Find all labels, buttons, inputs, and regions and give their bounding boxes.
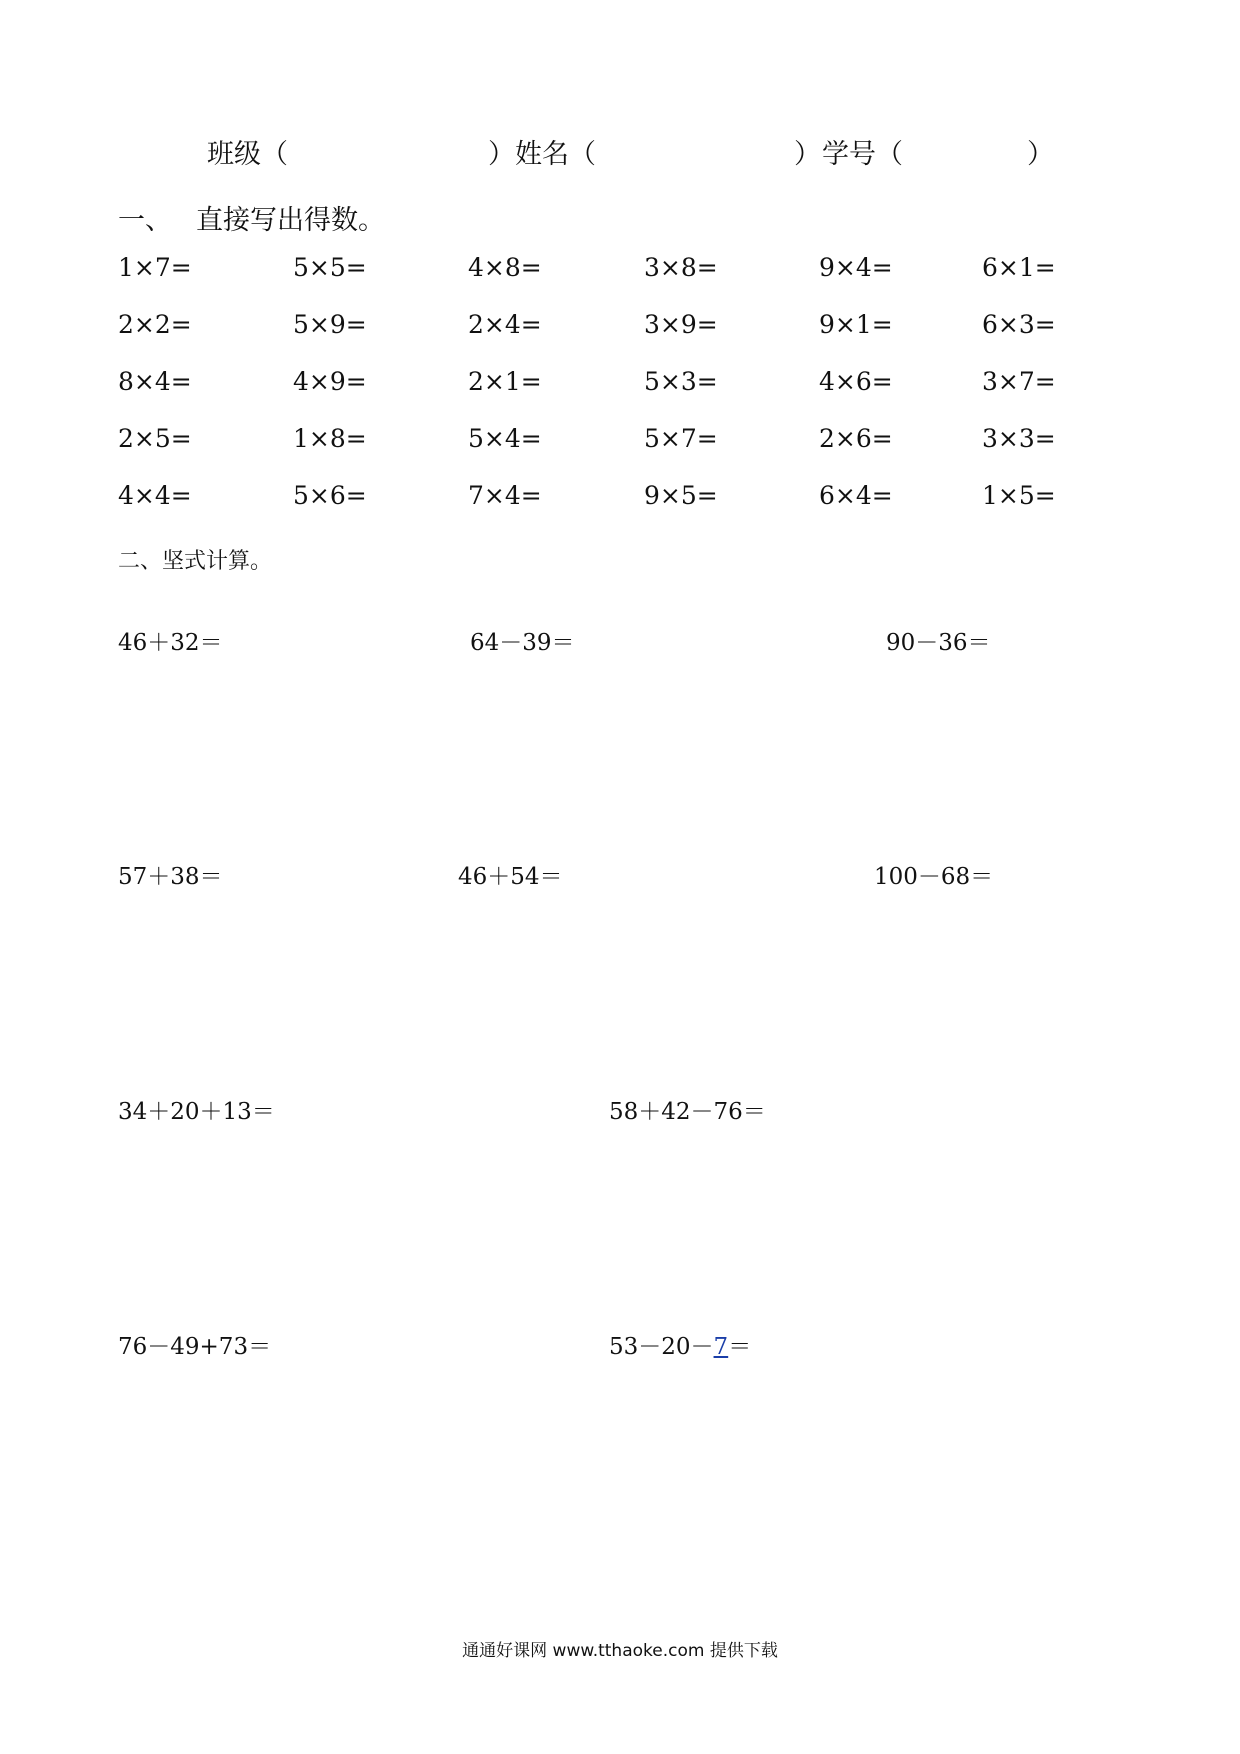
name-label: 姓名（ — [515, 139, 596, 170]
section2-title: 二、坚式计算。 — [118, 549, 273, 574]
oral-calc-item: 4×9= — [293, 367, 367, 396]
section1-title: 直接写出得数。 — [196, 205, 385, 236]
oral-calc-item: 4×8= — [468, 253, 542, 282]
name-close-paren: ） — [794, 139, 821, 170]
oral-calc-row — [118, 367, 1078, 424]
oral-calc-item: 9×4= — [819, 253, 893, 282]
student-id-label: 学号（ — [822, 139, 903, 170]
footer-credit: 通通好课网 www.tthaoke.com 提供下载 — [462, 1641, 778, 1661]
oral-calc-grid — [118, 253, 1078, 538]
column-calc-problem: 57＋38＝ — [118, 864, 223, 890]
oral-calc-item: 6×4= — [819, 481, 893, 510]
oral-calc-item: 1×5= — [982, 481, 1056, 510]
oral-calc-item: 7×4= — [468, 481, 542, 510]
oral-calc-item: 1×7= — [118, 253, 192, 282]
column-calc-problem: 46＋32＝ — [118, 630, 223, 656]
oral-calc-item: 6×3= — [982, 310, 1056, 339]
problem-prefix: 53－20－ — [609, 1334, 714, 1360]
column-calc-problem: 34＋20＋13＝ — [118, 1099, 275, 1125]
column-calc-problem: 100－68＝ — [874, 864, 994, 890]
oral-calc-item: 4×6= — [819, 367, 893, 396]
oral-calc-item: 5×6= — [293, 481, 367, 510]
oral-calc-item: 3×3= — [982, 424, 1056, 453]
oral-calc-item: 9×1= — [819, 310, 893, 339]
problem-suffix: ＝ — [728, 1334, 752, 1360]
oral-calc-item: 5×3= — [644, 367, 718, 396]
oral-calc-item: 1×8= — [293, 424, 367, 453]
section1-number: 一、 — [118, 205, 172, 236]
class-label: 班级（ — [207, 139, 288, 170]
oral-calc-item: 5×5= — [293, 253, 367, 282]
oral-calc-item: 5×9= — [293, 310, 367, 339]
oral-calc-row — [118, 481, 1078, 538]
oral-calc-row — [118, 253, 1078, 310]
oral-calc-item: 4×4= — [118, 481, 192, 510]
column-calc-problem: 46＋54＝ — [458, 864, 563, 890]
oral-calc-item: 2×5= — [118, 424, 192, 453]
oral-calc-item: 9×5= — [644, 481, 718, 510]
oral-calc-item: 3×7= — [982, 367, 1056, 396]
oral-calc-item: 2×4= — [468, 310, 542, 339]
oral-calc-item: 6×1= — [982, 253, 1056, 282]
oral-calc-item: 8×4= — [118, 367, 192, 396]
column-calc-problem: 64－39＝ — [470, 630, 575, 656]
oral-calc-item: 2×2= — [118, 310, 192, 339]
class-close-paren: ） — [488, 139, 515, 170]
student-id-close-paren: ） — [1027, 139, 1054, 170]
column-calc-problem: 58＋42－76＝ — [609, 1099, 766, 1125]
oral-calc-row — [118, 310, 1078, 367]
oral-calc-item: 5×7= — [644, 424, 718, 453]
oral-calc-item: 3×8= — [644, 253, 718, 282]
hyperlink-number[interactable]: 7 — [713, 1334, 729, 1360]
column-calc-problem: 76－49+73＝ — [118, 1334, 272, 1360]
column-calc-problem: 90－36＝ — [886, 630, 991, 656]
oral-calc-item: 3×9= — [644, 310, 718, 339]
oral-calc-item: 2×6= — [819, 424, 893, 453]
oral-calc-item: 2×1= — [468, 367, 542, 396]
section1-heading — [118, 198, 385, 237]
oral-calc-row — [118, 424, 1078, 481]
column-calc-problem — [609, 1328, 751, 1361]
oral-calc-item: 5×4= — [468, 424, 542, 453]
